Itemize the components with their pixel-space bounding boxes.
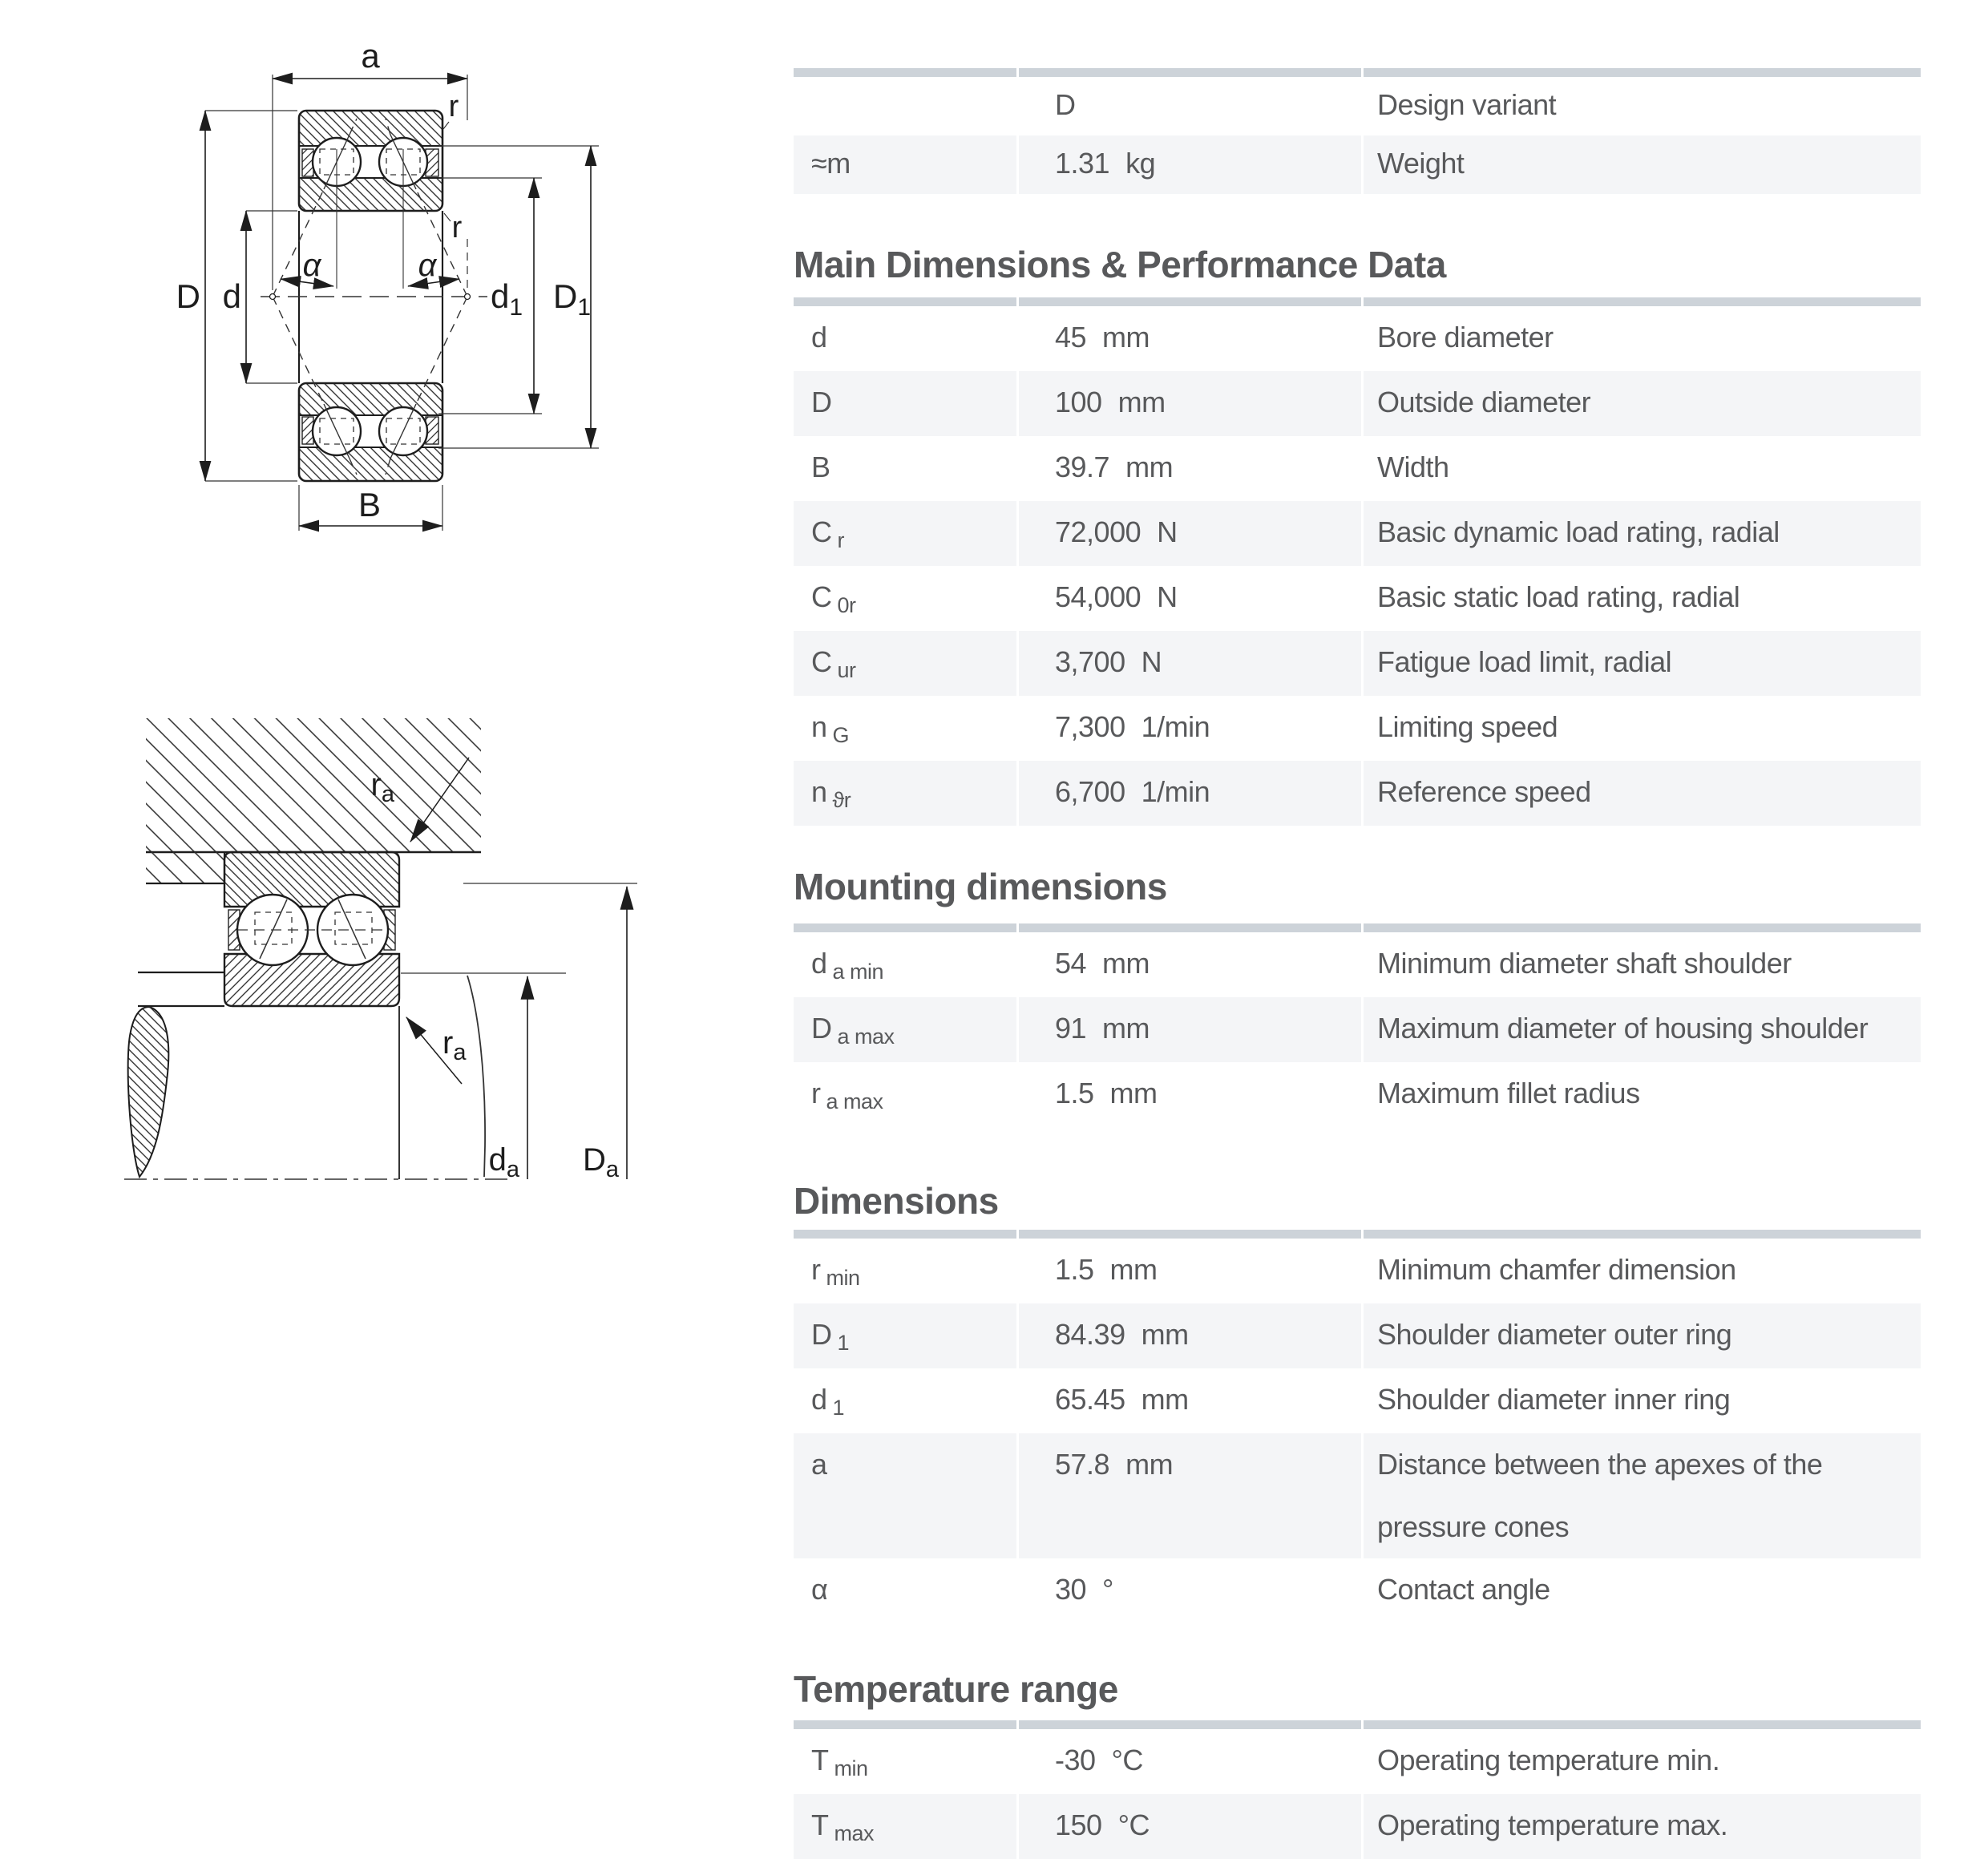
- intro-table: [794, 68, 1921, 194]
- value: 1.5: [1055, 1253, 1094, 1286]
- value: 39.7: [1055, 451, 1110, 483]
- description-cell: Design variant: [1361, 77, 1921, 135]
- chamfer-r-label: r: [451, 211, 463, 244]
- abutment-contour: [467, 976, 485, 1177]
- dim-Da-label: $D_a$: [582, 1142, 619, 1182]
- table-row: [794, 1062, 1921, 1127]
- unit: kg: [1125, 147, 1156, 180]
- unit: mm: [1102, 947, 1150, 980]
- unit: °C: [1111, 1744, 1143, 1776]
- description-cell: Shoulder diameter inner ring: [1361, 1368, 1921, 1433]
- mounting-dimensions-table: [794, 923, 1921, 1127]
- symbol-cell: [794, 1558, 1016, 1623]
- symbol-cell: [794, 631, 1016, 696]
- table-row: [794, 135, 1921, 194]
- value: 150: [1055, 1808, 1102, 1841]
- unit: mm: [1125, 451, 1174, 483]
- symbol-cell: [794, 135, 1016, 194]
- symbol-subscript: a max: [826, 1089, 883, 1113]
- table-top-border: [794, 923, 1921, 932]
- table-row: [794, 436, 1921, 501]
- table-top-border: [794, 1230, 1921, 1239]
- symbol-cell: [794, 997, 1016, 1062]
- unit: mm: [1109, 1253, 1158, 1286]
- value: 57.8: [1055, 1448, 1110, 1481]
- value: 1.5: [1055, 1077, 1094, 1109]
- shaft-shoulder-section: [128, 1007, 169, 1177]
- spec-tables: [794, 0, 1921, 1859]
- symbol: n: [811, 710, 827, 743]
- value-cell: [1016, 1062, 1361, 1127]
- symbol-subscript: min: [834, 1756, 868, 1780]
- description-cell: Outside diameter: [1361, 371, 1921, 436]
- symbol-cell: [794, 1303, 1016, 1368]
- section-title-dimensions: Dimensions: [794, 1180, 999, 1222]
- value-cell: [1016, 1433, 1361, 1558]
- value-cell: [1016, 1368, 1361, 1433]
- alpha-label: α: [418, 248, 437, 283]
- symbol-cell: [794, 77, 1016, 135]
- symbol: C: [811, 580, 832, 613]
- value-cell: [1016, 566, 1361, 631]
- value: 91: [1055, 1012, 1087, 1045]
- symbol-subscript: max: [834, 1821, 875, 1845]
- description-cell: Maximum diameter of housing shoulder: [1361, 997, 1921, 1062]
- symbol-subscript: ur: [837, 658, 856, 682]
- symbol: α: [811, 1573, 828, 1606]
- description-cell: Fatigue load limit, radial: [1361, 631, 1921, 696]
- description-cell: Distance between the apexes of the pressure cones: [1361, 1433, 1921, 1558]
- value-cell: [1016, 1558, 1361, 1623]
- value-cell: [1016, 135, 1361, 194]
- unit: mm: [1117, 386, 1166, 418]
- inner-ring-section: [224, 954, 399, 1006]
- value: 65.45: [1055, 1383, 1125, 1416]
- table-row: [794, 761, 1921, 826]
- table-row: [794, 1433, 1921, 1558]
- symbol: T: [811, 1808, 829, 1841]
- unit: N: [1157, 580, 1178, 613]
- symbol: D: [811, 386, 832, 418]
- value-cell: [1016, 371, 1361, 436]
- unit: mm: [1141, 1318, 1189, 1351]
- table-top-border: [794, 1720, 1921, 1729]
- table-row: [794, 501, 1921, 566]
- dim-B-label: B: [358, 486, 382, 523]
- dim-a-label: a: [361, 37, 380, 75]
- outer-ring-top-section: [299, 111, 442, 146]
- unit: 1/min: [1141, 710, 1210, 743]
- mounting-dimensions-diagram: [112, 705, 657, 1186]
- symbol-subscript: 0r: [837, 593, 856, 617]
- unit: mm: [1102, 321, 1150, 354]
- symbol: a: [811, 1448, 827, 1481]
- symbol-cell: [794, 1729, 1016, 1794]
- symbol-cell: [794, 306, 1016, 371]
- symbol: ≈m: [811, 147, 851, 180]
- description-cell: Basic dynamic load rating, radial: [1361, 501, 1921, 566]
- value: 72,000: [1055, 515, 1141, 548]
- symbol: n: [811, 775, 827, 808]
- value: 7,300: [1055, 710, 1125, 743]
- table-top-border: [794, 68, 1921, 77]
- main-dimensions-table: [794, 297, 1921, 826]
- table-row: [794, 1558, 1921, 1623]
- table-row: [794, 1239, 1921, 1303]
- unit: mm: [1125, 1448, 1174, 1481]
- unit: N: [1157, 515, 1178, 548]
- section-title-main-dimensions: Main Dimensions & Performance Data: [794, 244, 1446, 285]
- value-cell: [1016, 761, 1361, 826]
- description-cell: Width: [1361, 436, 1921, 501]
- dimensions-table: [794, 1230, 1921, 1623]
- symbol: d: [811, 947, 827, 980]
- value: 54,000: [1055, 580, 1141, 613]
- symbol-cell: [794, 566, 1016, 631]
- table-row: [794, 696, 1921, 761]
- housing-section: [146, 718, 481, 852]
- housing-shoulder-section: [146, 852, 224, 883]
- dim-D-label: D: [176, 277, 200, 315]
- value: 84.39: [1055, 1318, 1125, 1351]
- symbol: T: [811, 1744, 829, 1776]
- description-cell: Minimum diameter shaft shoulder: [1361, 932, 1921, 997]
- value: 30: [1055, 1573, 1087, 1606]
- value: D: [1055, 88, 1076, 121]
- symbol-subscript: 1: [837, 1331, 850, 1355]
- symbol-cell: [794, 1239, 1016, 1303]
- symbol-cell: [794, 1794, 1016, 1859]
- description-cell: Minimum chamfer dimension: [1361, 1239, 1921, 1303]
- symbol-subscript: a min: [832, 960, 884, 984]
- table-row: [794, 566, 1921, 631]
- symbol-subscript: a max: [837, 1024, 895, 1049]
- symbol: C: [811, 645, 832, 678]
- description-cell: Basic static load rating, radial: [1361, 566, 1921, 631]
- dim-d-label: d: [222, 277, 241, 315]
- value-cell: [1016, 696, 1361, 761]
- value-cell: [1016, 1794, 1361, 1859]
- unit: N: [1141, 645, 1162, 678]
- symbol-cell: [794, 1368, 1016, 1433]
- unit: mm: [1102, 1012, 1150, 1045]
- table-row: [794, 77, 1921, 135]
- symbol: D: [811, 1318, 832, 1351]
- table-row: [794, 1368, 1921, 1433]
- outer-ring-bottom-section: [299, 447, 442, 481]
- symbol-cell: [794, 436, 1016, 501]
- table-row: [794, 932, 1921, 997]
- symbol: B: [811, 451, 830, 483]
- value-cell: [1016, 1239, 1361, 1303]
- dim-da-label: $d_a$: [488, 1142, 519, 1182]
- value: 3,700: [1055, 645, 1125, 678]
- unit: °C: [1117, 1808, 1150, 1841]
- value: 6,700: [1055, 775, 1125, 808]
- unit: mm: [1141, 1383, 1189, 1416]
- value-cell: [1016, 631, 1361, 696]
- dim-d1-label: $d_1$: [491, 277, 523, 321]
- fillet-ra-label: $r_a$: [442, 1025, 467, 1065]
- section-title-mounting-dimensions: Mounting dimensions: [794, 866, 1167, 907]
- description-cell: Bore diameter: [1361, 306, 1921, 371]
- inner-ring-bottom-section: [299, 383, 442, 415]
- value-cell: [1016, 306, 1361, 371]
- symbol: r: [811, 1077, 821, 1109]
- unit: mm: [1109, 1077, 1158, 1109]
- symbol: r: [811, 1253, 821, 1286]
- description-cell: Limiting speed: [1361, 696, 1921, 761]
- fillet-ra-label: $r_a$: [370, 767, 394, 807]
- description-cell: Contact angle: [1361, 1558, 1921, 1623]
- symbol-subscript: min: [826, 1266, 860, 1290]
- description-cell: Maximum fillet radius: [1361, 1062, 1921, 1127]
- table-row: [794, 631, 1921, 696]
- symbol-subscript: ϑr: [832, 788, 851, 812]
- symbol: d: [811, 321, 827, 354]
- value-cell: [1016, 932, 1361, 997]
- alpha-label: α: [302, 248, 321, 283]
- table-row: [794, 1303, 1921, 1368]
- temperature-range-table: [794, 1720, 1921, 1859]
- symbol-subscript: G: [832, 723, 850, 747]
- symbol-cell: [794, 1433, 1016, 1558]
- table-row: [794, 997, 1921, 1062]
- description-cell: Operating temperature max.: [1361, 1794, 1921, 1859]
- symbol-cell: [794, 371, 1016, 436]
- symbol: D: [811, 1012, 832, 1045]
- value-cell: [1016, 997, 1361, 1062]
- value-cell: [1016, 1729, 1361, 1794]
- symbol: d: [811, 1383, 827, 1416]
- value: -30: [1055, 1744, 1096, 1776]
- value: 1.31: [1055, 147, 1110, 180]
- symbol-cell: [794, 696, 1016, 761]
- value: 100: [1055, 386, 1102, 418]
- table-row: [794, 371, 1921, 436]
- section-title-temperature-range: Temperature range: [794, 1668, 1118, 1710]
- value-cell: [1016, 77, 1361, 135]
- table-row: [794, 1794, 1921, 1859]
- value-cell: [1016, 501, 1361, 566]
- value: 54: [1055, 947, 1087, 980]
- value-cell: [1016, 1303, 1361, 1368]
- table-row: [794, 306, 1921, 371]
- symbol: C: [811, 515, 832, 548]
- dim-D1-label: $D_1$: [553, 277, 592, 321]
- symbol-subscript: r: [837, 528, 844, 552]
- description-cell: Reference speed: [1361, 761, 1921, 826]
- description-cell: Weight: [1361, 135, 1921, 194]
- description-cell: Shoulder diameter outer ring: [1361, 1303, 1921, 1368]
- symbol-cell: [794, 1062, 1016, 1127]
- description-cell: Operating temperature min.: [1361, 1729, 1921, 1794]
- chamfer-r-label: r: [448, 90, 459, 123]
- table-top-border: [794, 297, 1921, 306]
- value-cell: [1016, 436, 1361, 501]
- symbol-subscript: 1: [832, 1396, 845, 1420]
- symbol-cell: [794, 501, 1016, 566]
- unit: 1/min: [1141, 775, 1210, 808]
- outer-ring-section: [224, 852, 399, 907]
- inner-ring-top-section: [299, 178, 442, 211]
- symbol-cell: [794, 932, 1016, 997]
- unit: °: [1102, 1573, 1113, 1606]
- bearing-cross-section-diagram: [172, 32, 633, 609]
- symbol-cell: [794, 761, 1016, 826]
- table-row: [794, 1729, 1921, 1794]
- value: 45: [1055, 321, 1087, 354]
